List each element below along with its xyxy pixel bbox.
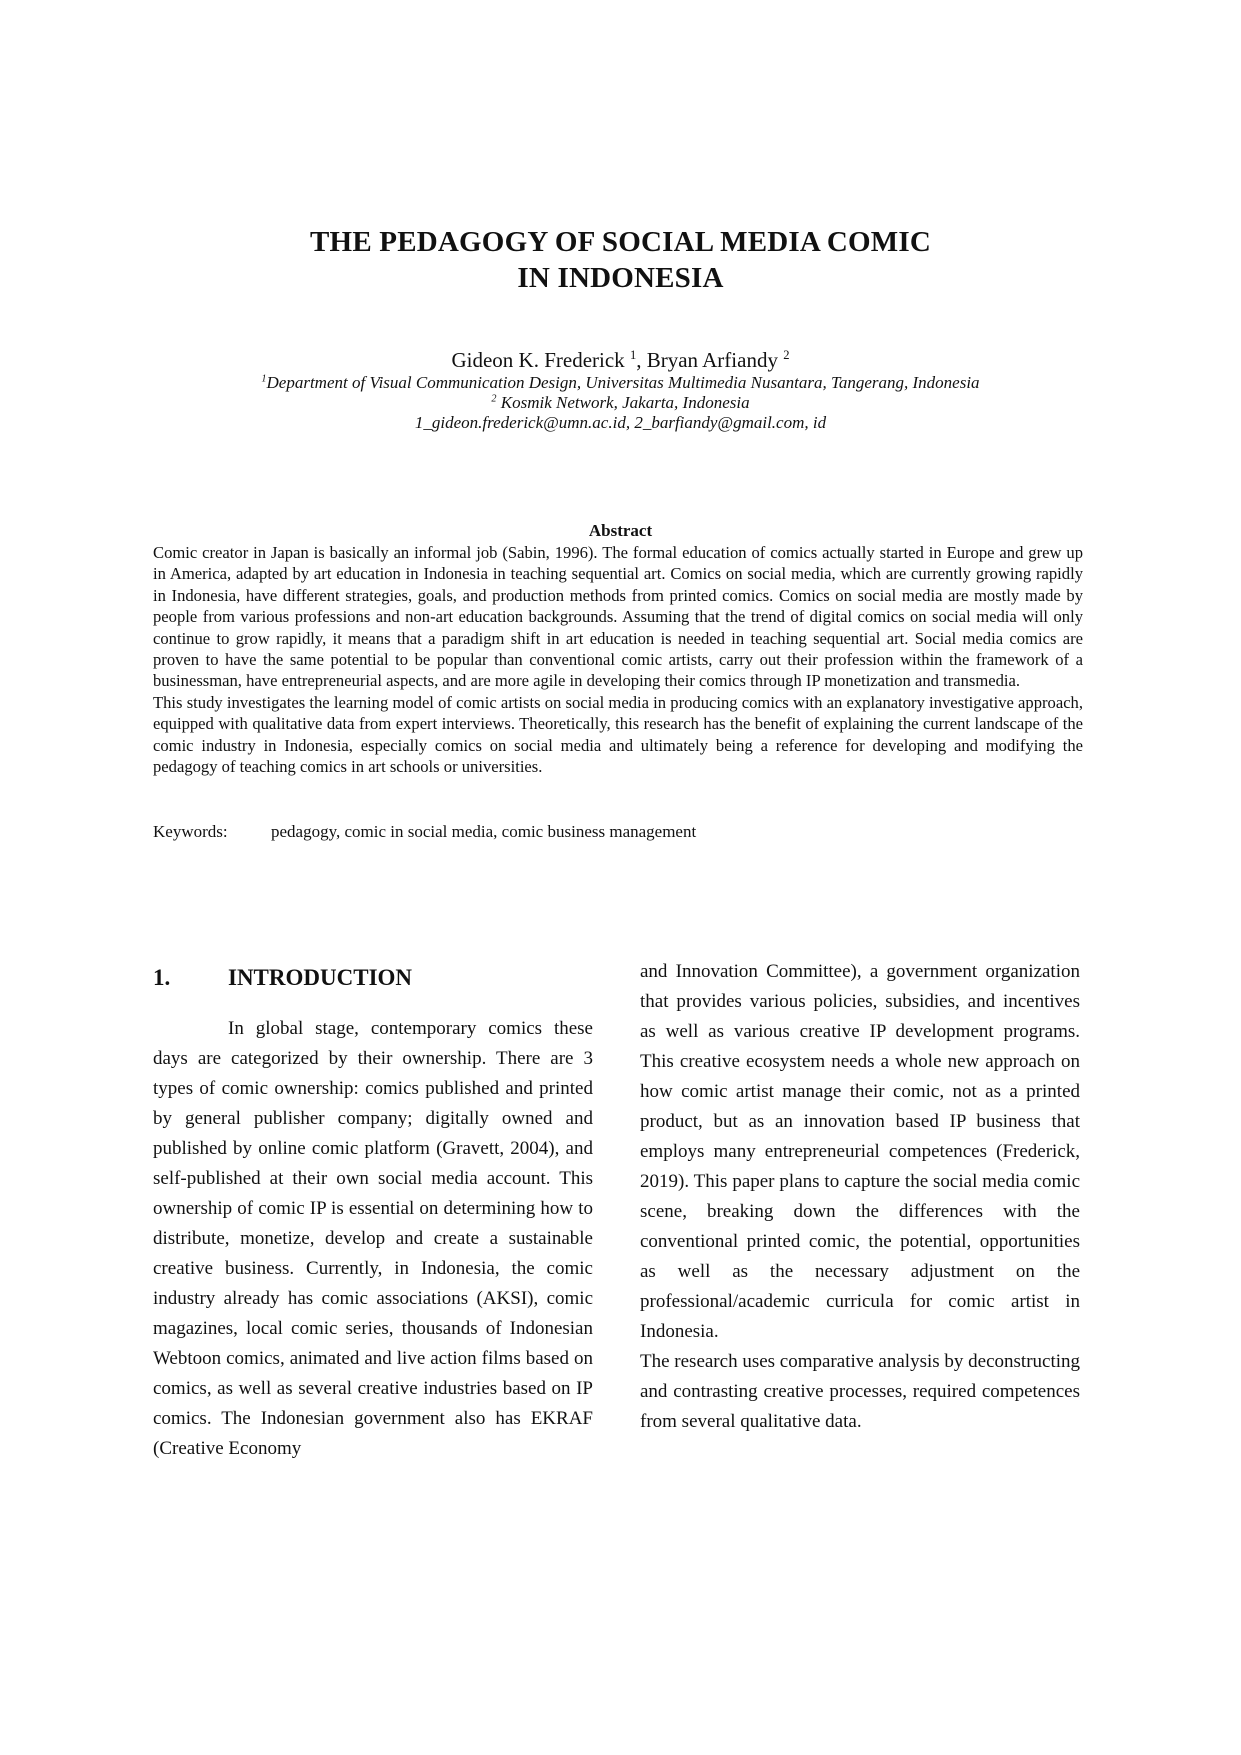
title-line-1: THE PEDAGOGY OF SOCIAL MEDIA COMIC	[310, 226, 931, 258]
affiliation-1	[0, 373, 1241, 393]
abstract-body	[153, 542, 1083, 777]
section-number: 1.	[153, 965, 171, 990]
body-column-right	[640, 957, 1080, 1437]
abstract-heading: Abstract	[588, 521, 653, 540]
author-list	[0, 347, 1241, 373]
affiliation-2-mark: 2	[491, 393, 497, 405]
keywords-label: Keywords:	[153, 822, 228, 841]
author-emails: 1_gideon.frederick@umn.ac.id, 2_barfiandy@gmail.com, id	[414, 413, 827, 432]
paper-title	[0, 224, 1241, 296]
author-2-affil-mark: 2	[783, 348, 790, 362]
affiliation-2	[0, 393, 1241, 413]
title-line-2: IN INDONESIA	[517, 262, 724, 294]
intro-paragraph-2: The research uses comparative analysis by deconstructing and contrasting creative processes, required competences from several qualitative data.	[640, 1351, 1081, 1432]
intro-paragraph-1: In global stage, contemporary comics these days are categorized by their ownership. There are 3 types of comic ownership: comics published and printed by general publisher company; digitally owned and published by online comic platform (Gravett, 2004), and self-published at their own social media account. This ownership of comic IP is essential on determining how to distribute, monetize, develop and create a sustainable creative business. Currently, in Indonesia, the comic industry already has comic associations (AKSI), comic magazines, local comic series, thousands of Indonesian Webtoon comics, animated and live action films based on comics, as well as several creative industries based on IP comics. The Indonesian government also has EKRAF (Creative Economy	[153, 1018, 593, 1459]
intro-paragraph-1-continued: and Innovation Committee), a government organization that provides various policies, subsidies, and incentives as well as various creative IP development programs. This creative ecosystem needs a whole new approach on how comic artist manage their comic, not as a printed product, but as an innovation based IP business that employs many entrepreneurial competences (Frederick, 2019). This paper plans to capture the social media comic scene, breaking down the differences with the conventional printed comic, the potential, opportunities as well as the necessary adjustment on the professional/academic curricula for comic artist in Indonesia.	[640, 961, 1080, 1342]
author-separator: ,	[636, 348, 647, 372]
abstract-paragraph-2: This study investigates the learning model of comic artists on social media in producing comics with an explanatory investigative approach, equipped with qualitative data from expert interviews. Theoretically, this research has the benefit of explaining the current landscape of the comic industry in Indonesia, especially comics on social media and ultimately being a reference for developing and modifying the pedagogy of teaching comics in art schools or universities.	[153, 692, 1083, 777]
author-1-affil-mark: 1	[629, 348, 637, 362]
body-column-left	[153, 1014, 593, 1464]
keywords-value: pedagogy, comic in social media, comic business management	[271, 822, 697, 841]
keywords	[153, 822, 696, 842]
abstract-paragraph-1: Comic creator in Japan is basically an informal job (Sabin, 1996). The formal education of comics actually started in Europe and grew up in America, adapted by art education in Indonesia in teaching sequential art. Comics on social media, which are currently growing rapidly in Indonesia, have different strategies, goals, and production methods from printed comics. Comics on social media are mostly made by people from various professions and non-art education backgrounds. Assuming that the trend of digital comics on social media will only continue to grow rapidly, it means that a paradigm shift in art education is needed in teaching sequential art. Social media comics are proven to have the same potential to be popular than conventional comic artists, carry out their profession within the framework of a businessman, have entrepreneurial aspects, and are more agile in developing their comics through IP monetization and transmedia.	[153, 543, 1083, 691]
affiliation-2-text: Kosmik Network, Jakarta, Indonesia	[500, 393, 750, 412]
author-1: Gideon K. Frederick	[451, 348, 625, 372]
section-heading-introduction	[153, 964, 412, 992]
affiliation-1-mark: 1	[261, 373, 267, 385]
section-title: INTRODUCTION	[228, 965, 413, 990]
author-2: Bryan Arfiandy	[646, 348, 778, 372]
affiliation-1-text: Department of Visual Communication Design, Universitas Multimedia Nusantara, Tangerang, Indonesia	[266, 373, 980, 392]
